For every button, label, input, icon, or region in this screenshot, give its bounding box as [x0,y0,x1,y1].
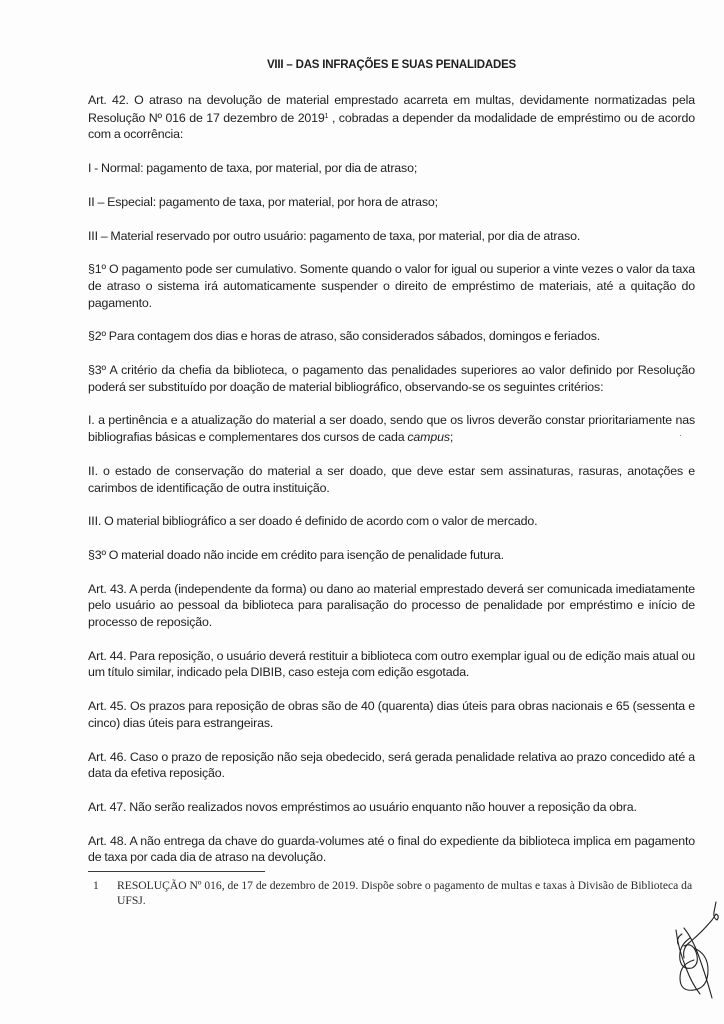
footnote-separator [88,871,265,872]
signature-stroke [678,934,683,944]
scan-speck [680,435,681,436]
article-47: Art. 47. Não serão realizados novos empréstimos ao usuário enquanto não houver a reposição da obra. [88,799,637,814]
criterion-i [88,412,695,445]
article-42-text-b: , cobradas a depender da modalidade de empréstimo ou de acordo com a ocorrência: [88,110,695,142]
criterion-i-campus: campus [407,430,450,445]
criterion-i-text-b: ; [449,430,454,445]
article-42-text-a: Art. 42. O atraso na devolução de material emprestado acarreta em multas, devidamente normatizadas pela Resolução Nº 016 de 17 dezembro de 2019 [88,93,695,125]
article-48: Art. 48. A não entrega da chave do guarda-volumes até o final do expediente da biblioteca implica em pagamento de taxa por cada dia de atraso na devolução. [88,833,695,865]
article-45: Art. 45. Os prazos para reposição de obras são de 40 (quarenta) dias úteis para obras nacionais e 65 (sessenta e cinco) dias úteis para estrangeiras. [88,699,695,730]
signature-stroke [684,902,719,958]
criterion-iii: III. O material bibliográfico a ser doado é definido de acordo com o valor de mercado. [88,514,538,529]
article-42 [88,92,695,143]
section-heading: VIII – DAS INFRAÇÕES E SUAS PENALIDADES [266,59,517,71]
footnote-number: 1 [93,879,99,892]
paragraph-3: §3º A critério da chefia da biblioteca, o pagamento das penalidades superiores ao valor definido por Resolução poderá ser substituído por doação de material bibliográfico, observando-se os seguintes critérios: [88,363,695,394]
item-i-normal: I - Normal: pagamento de taxa, por material, por dia de atraso; [88,161,418,176]
article-44: Art. 44. Para reposição, o usuário deverá restituir a biblioteca com outro exemplar igual ou de edição mais atual ou um título similar, indicado pela DIBIB, caso esteja com edição esgotada. [88,648,695,680]
paragraph-3-donation: §3º O material doado não incide em crédito para isenção de penalidade futura. [88,547,504,562]
handwritten-signature [672,898,722,1002]
article-46: Art. 46. Caso o prazo de reposição não seja obedecido, será gerada penalidade relativa ao prazo concedido até a data da efetiva reposição. [88,749,695,781]
criterion-ii: II. o estado de conservação do material a ser doado, que deve estar sem assinaturas, rasuras, anotações e carimbos de identificação de outra instituição. [88,463,695,495]
paragraph-2: §2º Para contagem dos dias e horas de atraso, são considerados sábados, domingos e feriados. [88,329,601,344]
item-ii-especial: II – Especial: pagamento de taxa, por material, por hora de atraso; [88,194,438,209]
footnote [93,879,693,908]
paragraph-1: §1º O pagamento pode ser cumulativo. Somente quando o valor for igual ou superior a vinte vezes o valor da taxa de atraso o sistema irá automaticamente suspender o direito de empréstimo de materiais, até a quitação do pagamento. [88,262,695,310]
criterion-i-text-a: I. a pertinência e a atualização do material a ser doado, sendo que os livros deverão constar prioritariamente nas bibliografias básicas e complementares dos cursos de cada [88,413,695,445]
item-iii-reservado: III – Material reservado por outro usuário: pagamento de taxa, por material, por dia de atraso. [88,228,581,243]
footnote-text: RESOLUÇÃO Nº 016, de 17 de dezembro de 2019. Dispõe sobre o pagamento de multas e taxas à Divisão de Biblioteca da UFSJ. [117,879,693,907]
document-page [88,57,695,883]
footnote-reference: 1 [324,112,329,120]
article-43: Art. 43. A perda (independente da forma) ou dano ao material emprestado deverá ser comunicada imediatamente pelo usuário ao pessoal da biblioteca para paralisação do processo de penalidade por empréstimo e início de processo de reposição. [88,581,695,630]
